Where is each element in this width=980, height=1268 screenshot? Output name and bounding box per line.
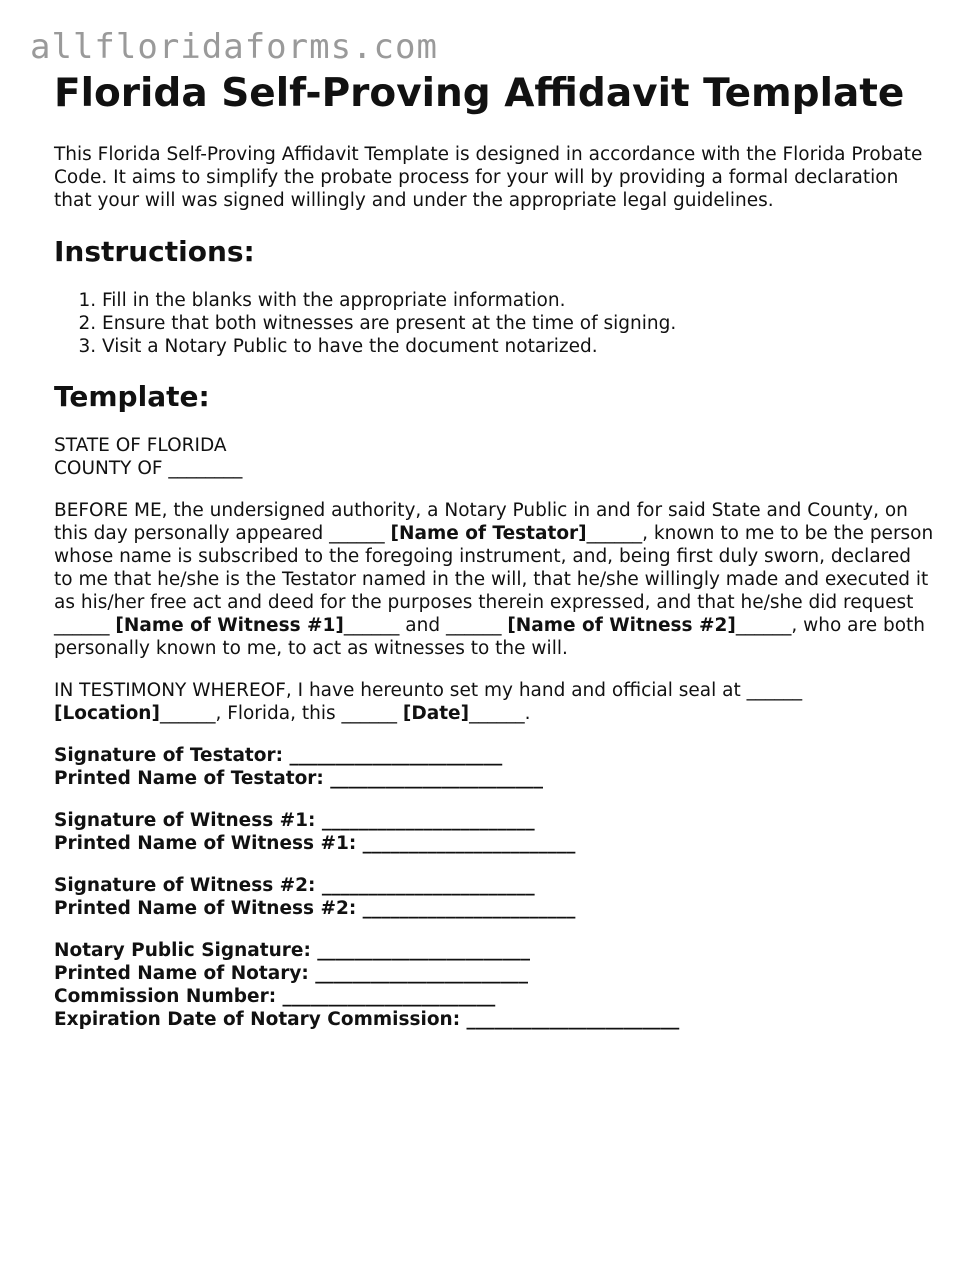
witness1-printed-name-line: Printed Name of Witness #1: _______________________ bbox=[54, 833, 576, 854]
commission-expiration-line: Expiration Date of Notary Commission: _______________________ bbox=[54, 1009, 680, 1030]
paragraph-text: ______, who are both personally known to me, to act as witnesses to the will. bbox=[54, 615, 925, 659]
state-line: STATE OF FLORIDA bbox=[54, 435, 227, 456]
paragraph-text: ______, known to me to be the person whose name is subscribed to the foregoing instrument, and, being first duly sworn, declared to me that he/she is the Testator named in the will, that he/she willingly made and executed it as his/her free act and deed for the purposes therein expressed, and that he/she did request ______ bbox=[54, 523, 934, 636]
paragraph-text: IN TESTIMONY WHEREOF, I have hereunto set my hand and official seal at ______ bbox=[54, 680, 803, 701]
paragraph-text: ______. bbox=[469, 703, 531, 724]
testimony-paragraph bbox=[54, 679, 934, 725]
paragraph-text: BEFORE ME, the undersigned authority, a Notary Public in and for said State and County, on this day personally appeared ______ bbox=[54, 500, 908, 544]
witness2-name-placeholder: [Name of Witness #2] bbox=[507, 615, 736, 636]
location-placeholder: [Location] bbox=[54, 703, 160, 724]
watermark: allfloridaforms.com bbox=[30, 27, 438, 67]
intro-paragraph: This Florida Self-Proving Affidavit Template is designed in accordance with the Florida Probate Code. It aims to simplify the probate process for your will by providing a formal declaration that your will was signed willingly and under the appropriate legal guidelines. bbox=[54, 144, 923, 211]
instructions-list bbox=[54, 289, 934, 358]
jurisdiction-block bbox=[54, 434, 934, 480]
testator-name-placeholder: [Name of Testator] bbox=[390, 523, 587, 544]
template-heading: Template: bbox=[54, 380, 210, 413]
testator-signature-line: Signature of Testator: _______________________ bbox=[54, 745, 503, 766]
paragraph-text: ______ and ______ bbox=[343, 615, 508, 636]
date-placeholder: [Date] bbox=[402, 703, 470, 724]
witness2-printed-name-line: Printed Name of Witness #2: _______________________ bbox=[54, 898, 576, 919]
witness2-signature-block bbox=[54, 874, 934, 920]
notary-printed-name-line: Printed Name of Notary: _______________________ bbox=[54, 963, 528, 984]
instruction-item: 1. Fill in the blanks with the appropriate information. bbox=[102, 289, 934, 312]
notary-signature-line: Notary Public Signature: _______________________ bbox=[54, 940, 531, 961]
document-page bbox=[54, 72, 934, 1031]
notary-signature-block bbox=[54, 939, 934, 1031]
instruction-item: 2. Ensure that both witnesses are present at the time of signing. bbox=[102, 312, 934, 335]
instructions-heading: Instructions: bbox=[54, 235, 255, 268]
affidavit-paragraph bbox=[54, 499, 934, 660]
commission-number-line: Commission Number: _______________________ bbox=[54, 986, 496, 1007]
page-title: Florida Self-Proving Affidavit Template bbox=[54, 71, 905, 116]
testator-printed-name-line: Printed Name of Testator: _______________________ bbox=[54, 768, 544, 789]
testator-signature-block bbox=[54, 744, 934, 790]
witness1-name-placeholder: [Name of Witness #1] bbox=[115, 615, 344, 636]
witness2-signature-line: Signature of Witness #2: _______________________ bbox=[54, 875, 535, 896]
witness1-signature-line: Signature of Witness #1: _______________________ bbox=[54, 810, 535, 831]
instruction-item: 3. Visit a Notary Public to have the document notarized. bbox=[102, 335, 934, 358]
paragraph-text: ______, Florida, this ______ bbox=[159, 703, 403, 724]
county-line: COUNTY OF ________ bbox=[54, 458, 243, 479]
witness1-signature-block bbox=[54, 809, 934, 855]
